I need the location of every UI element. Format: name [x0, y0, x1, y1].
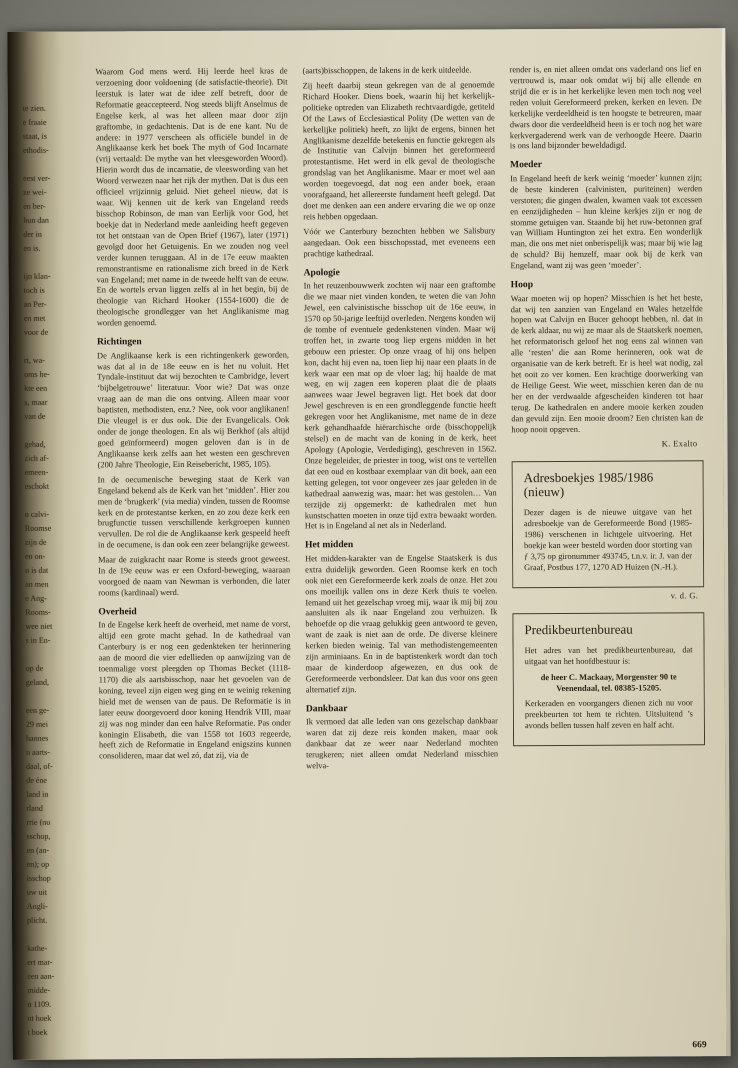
announcement-box [512, 460, 705, 588]
page-edge-text-fragment: Roomse [24, 523, 52, 533]
section-heading: Apologie [303, 266, 340, 279]
section-heading: Richtingen [96, 336, 142, 348]
page-edge-text-fragment: sschop, [26, 831, 51, 841]
paragraph: Ik vermoed dat alle leden van ons gezelschap dankbaar waren dat zij deze reis konden maken, maar ook dankbaar dat ze weer naar Nederland mochten terugkeren; niet alleen omdat Nederland misschien welva- [305, 716, 499, 771]
page-edge-text-fragment: e Ang- [25, 593, 47, 603]
page-edge-text-fragment: n is dat [25, 565, 49, 575]
page-edge-text-fragment: n 1109. [27, 999, 52, 1009]
page-edge-text-fragment: plicht. [26, 915, 48, 925]
page-edge-text-fragment: zijn de [24, 537, 47, 547]
page-edge-text-fragment: emeen- [24, 467, 49, 477]
page-number: 669 [692, 1040, 707, 1051]
page-edge-text-fragment: s, maar [24, 397, 48, 407]
page-edge-text-fragment: en on- [25, 551, 46, 561]
page-edge-text-fragment: hun dan [23, 215, 49, 225]
paragraph: Maar de zuigkracht naar Rome is steeds groot geweest. In de 19e eeuw was er een Oxford-beweging, waaraan voorgoed de naam van Newman is verbonden, die later rooms (kardinaal) werd. [98, 554, 291, 598]
signature: v. d. G. [670, 591, 699, 601]
page-edge-strip [7, 31, 90, 1059]
page-edge-text-fragment: zich af- [24, 453, 49, 463]
page-edge-text-fragment: rland [26, 803, 43, 813]
page-edge-text-fragment [25, 494, 77, 508]
section-heading: Hoop [510, 279, 534, 291]
page-edge-text-fragment: kte een [24, 383, 48, 393]
page-edge-text-fragment: kathe- [27, 943, 48, 953]
page-edge-text-fragment: op de [25, 663, 44, 673]
page-edge-text-fragment: an men [25, 579, 49, 589]
page-edge-text-fragment: Rooms- [25, 607, 51, 617]
paragraph: Waar moeten wij op hopen? Misschien is het het beste, dat wij ten aanzien van Engeland en Wales hetzelfde hopen wat Calvijn en Bucer gehoopt hebben, nl. dat in de kerk aldaar, nu wij ze maar als de Staatskerk noemen, het reformatorisch geloof het nog eens zal winnen van alle ‘resten’ die aan Rome herinneren, ook wat de organisatie van de kerk betreft. Er is heel wat nodig, zal het ooit zo ver komen. Een krachtige doorwerking van de Heilige Geest. Wie weet, misschien keren dan de nu her en der verdwaalde afgescheiden kinderen tot haar terug. De kathedralen en andere mooie kerken zouden dan gevuld zijn. Een mooie droom? Een christen kan de hoop nooit opgeven. [510, 292, 704, 434]
page-edge-text-fragment [24, 340, 76, 354]
paragraph: De Anglikaanse kerk is een richtingenkerk geworden, was dat al in de 18e eeuw en is het nu voluit. Het Tyndale-instituut dat wij bezochten te Cambridge, levert ‘bijbelgetrouwe’ literatuur. Voor wie? Dat was onze vraag aan de man die ons ontving. Alleen maar voor baptisten, methodisten, enz.? Nee, ook voor anglikanen! Die vleugel is er dus ook. Die der Evangelicals. Ook onder de jonge theologen. En als wij Berkhof (als altijd goed geïnformeerd) mogen geloven dan is in de Anglikaanse kerk zelfs aan het westen een geschreven (200 Jahre Theologie, Ein Reisebericht, 1985, 105). [96, 349, 290, 470]
page-edge-text-fragment: oms he- [24, 369, 50, 379]
page-edge-text-fragment: de éne [26, 775, 47, 785]
page-edge-text-fragment: rt, wa- [24, 355, 45, 365]
box-title: Predikbeurtenbureau [524, 621, 633, 638]
paragraph: In het reuzenbouwwerk zochten wij naar een graftombe die we maar niet vinden konden, te weten die van John Jewel, een calvinistische bisschop uit de 16e eeuw, in 1570 op 50-jarige leeftijd overleden. Nergens konden wij de tombe of eventuele gedenkstenen vinden. Maar wij troffen het, in zwarte toog liep ergens midden in het gebouw een priester. Op onze vraag of hij ons helpen kon, dacht hij even na, toen liep hij naar een plaats in de kerk waar een mat op de vloer lag; hij haalde de mat weg, en wij zagen een koperen plaat die de plaats aanwees waar Jewel begraven ligt. Het boek dat door Jewel geschreven is en een grondleggende functie heeft gekregen voor het Anglikanisme, met name de in deze kerk gehandhaafde hiërarchische orde (bisschoppelijk stelsel) en de macht van de koning in de kerk, heet Apology (Apologie, Verdediging), geschreven in 1562. Onze begeleider, de priester in toog, wist ons te vertellen dat een oud en kostbaar exemplaar van dit boek, aan een ketting gelegen, tot voor ongeveer zes jaar geleden in de kathedraal aanwezig was, maar: het was gestolen… Van terzijde zij opgemerkt: de kathedralen met hun kunstschatten moeten in onze tijd extra bewaakt worden. Het is in Engeland al net als in Nederland. [303, 280, 497, 531]
page-edge-text-fragment: ze wei- [23, 187, 47, 197]
paragraph: Vóór we Canterbury bezochten hebben we Salisbury aangedaan. Ook een bisschopsstad, met eveneens een prachtige kathedraal. [303, 226, 496, 259]
paragraph: render is, en niet alleen omdat ons vaderland ons lief en vertrouwd is, maar ook omdat wij bij alle ellende en strijd die er is in het kerkelijke leven men toch nog veel reden voluit Gereformeerd preken, kerken en leven. De kerkelijke verdeeldheid is ten hoogste te betreuren, maar dwars door die verdeeldheid heen is er toch nog het ware kerkvergaderend werk van de verhoogde Heere. Daarin is ons land bijzonder beweldadigd. [509, 64, 702, 151]
page-edge-text-fragment: daal, of- [26, 761, 53, 771]
page-edge-text-fragment: s in En- [25, 635, 51, 645]
page-edge-text-fragment: midde- [27, 985, 51, 995]
page-edge-text-fragment: voor de [23, 327, 49, 337]
page-edge-text-fragment: te zien. [22, 103, 46, 113]
signature: K. Exalto [661, 438, 698, 449]
section-heading: Het midden [304, 539, 354, 551]
page-edge-text-fragment [23, 158, 75, 172]
page-edge-text-fragment: uw uit [26, 887, 48, 897]
page-edge-text-fragment: een ge- [25, 705, 50, 715]
paragraph: In Engeland heeft de kerk weinig ‘moeder’ kunnen zijn; de beste kinderen (calvinisten, puriteinen) werden verstoten; die gingen dwalen, kwamen vaak tot excessen en eenzijdigheden – hun kleine kerkjes zijn er nog de stomme getuigen van. Staande bij het ruw-betonnen graf van William Huntington zei het extra. Een wonderlijk man, die ons met niet onberispelijk was; maar bij wie lag de schuld? Bij hemzelf, maar ook bij de kerk van Engeland, want zij was geen ‘moeder’. [510, 173, 703, 271]
text-column-1 [96, 66, 293, 1033]
magazine-page [7, 28, 726, 1060]
page-edge-text-fragment: der in [23, 229, 42, 239]
section-heading: Moeder [509, 159, 543, 171]
page-edge-text-fragment [24, 424, 76, 438]
page-edge-text-fragment: gehad, [24, 439, 46, 449]
page-edge-text-fragment: en met [23, 313, 46, 323]
page-edge-text-fragment [26, 648, 78, 662]
box-paragraph: de heer C. Mackaay, Morgenster 90 te Veenendaal, tel. 08385-15205. [540, 672, 677, 693]
page-edge-text-fragment: en); op [26, 859, 50, 869]
paragraph: In de Engelse kerk heeft de overheid, met name de vorst, altijd een grote macht gehad. In de kathedraal van Canterbury is er nog een gedenkteken ter herinnering aan de moord die vier edellieden op aanwijzing van de toenmalige vorst pleegden op Thomas Becket (1118-1170) die als aartsbisschop, naar het gevoelen van de koning, teveel zijn eigen weg ging en te weinig rekening hield met de wensen van de paus. De Reformatie is in later eeuw doorgevoerd door koning Hendrik VIII, maar zij was nog minder dan een halve Reformatie. Pas onder koningin Elisabeth, die van 1558 tot 1603 regeerde, heeft zich de Reformatie in Engeland enigszins kunnen consolideren, maar dat wel zó, dat zij, via de [98, 619, 292, 761]
paragraph: (aarts)bisschoppen, de lakens in de kerk uitdeelde. [302, 65, 472, 76]
page-edge-text-fragment: wee niet [25, 621, 53, 631]
page-edge-text-fragment: en (an- [26, 845, 50, 855]
page-edge-text-fragment: n aarts- [26, 747, 50, 757]
page-edge-text-fragment: van de [24, 411, 46, 421]
page-edge-text-fragment: e fraaie [22, 117, 47, 127]
page-edge-text-fragment: en is. [23, 243, 41, 253]
page-edge-text-fragment: rrie (nu [26, 817, 51, 827]
page-edge-text-fragment: ijn klan- [23, 271, 51, 281]
page-edge-text-fragment: toch is [23, 285, 45, 295]
page-edge-text-fragment: en ber- [23, 201, 46, 211]
text-column-2 [302, 65, 499, 1032]
page-edge-text-fragment: nt hoek [27, 1013, 52, 1023]
page-edge-text-fragment [23, 256, 75, 270]
page-edge-text-fragment [26, 690, 78, 704]
page-edge-text-fragment [27, 928, 79, 942]
text-column-3 [509, 64, 706, 1031]
page-edge-text-fragment: ert mar- [27, 957, 53, 967]
page-edge-text-fragment: an Per- [23, 299, 47, 309]
page-edge-text-fragment: land in [26, 789, 49, 799]
page-edge-text-fragment: t boek [27, 1027, 48, 1037]
article-columns [96, 64, 707, 1033]
page-edge-fragments [23, 102, 80, 1040]
box-paragraph: Het adres van het predikbeurtenbureau, dat uitgaat van het hoofdbestuur is: [524, 645, 693, 666]
page-edge-text-fragment: eschokt [24, 481, 50, 491]
page-edge-text-fragment: ethodis- [22, 145, 49, 155]
box-title: Adresboekjes 1985/1986 (nieuw) [523, 469, 654, 500]
page-edge-text-fragment: Angli- [26, 901, 48, 911]
page-edge-text-fragment: een aan- [27, 971, 55, 981]
page-edge-text-fragment: hannes [25, 733, 49, 743]
page-edge-text-fragment: staat, is [22, 131, 47, 141]
page-edge-text-fragment: 29 mei [25, 719, 48, 729]
section-heading: Overheid [98, 606, 137, 618]
paragraph: In de oecumenische beweging staat de Kerk van Engeland bekend als de Kerk van het ‘midden’. Hier zou men de ‘brugkerk’ (via media) vinden, tussen de Roomse kerk en de protestantse kerken, en zo zou deze kerk een brugfunctie tussen verschillende kerkgroepen kunnen vervullen. De rol die de Anglikaanse kerk gespeeld heeft in de oecumene, is dan ook een zeer belangrijke geweest. [97, 474, 290, 550]
page-edge-text-fragment: isschop [26, 873, 51, 883]
paragraph: Waarom God mens werd. Hij leerde heel kras de verzoening door voldoening (de satisfactie-theorie). Dit leerstuk is later wat de idee zelf betreft, door de Reformatie geaccepteerd. Nog steeds blijft Anselmus de Engelse kerk, al was het alleen maar door zijn graftombe, in gedachtenis. Dat is de ene kant. Nu de andere: in 1977 verscheen als officiële bundel in de Anglikaanse kerk het boek The myth of God Incarnate (vrij vertaald: De mythe van het vleesgeworden Woord). Hierin wordt dus de incarnatie, de vleeswording van het Woord verwezen naar het rijk der mythen. Dat is dus een officieel vrijzinnig geluid. Niet geheel nieuw, dat is waar. Wij kennen uit de kerk van Engeland reeds bisschop Robinson, de man van Eerlijk voor God, het boekje dat in Nederland mede aanleiding heeft gegeven tot het ontstaan van de Open Brief (1967), later (1971) gevolgd door het Getuigenis. En we zouden nog veel verder kunnen teruggaan. Al in de 17e eeuw maakten remonstrantisme en rationalisme zich breed in de Kerk van Engeland; met name in de tweede helft van de eeuw. En de wortels ervan liggen zelfs al in het begin, bij de theologie van Richard Hooker (1554-1600) die de theologische grondlegger van het Anglikanisme mag worden genoemd. [95, 66, 289, 328]
section-heading: Dankbaar [305, 702, 348, 715]
box-paragraph: Dezer dagen is de nieuwe uitgave van het adresboekje van de Gereformeerde Bond (1985-1986) verschenen in lichtgele uitvoering. Het boekje kan weer besteld worden door storting van ƒ 3,75 op gironummer 493745, t.n.v. ir. J. van der Graaf, Postbus 177, 1270 AD Huizen (N.-H.). [523, 507, 693, 573]
paragraph: Het midden-karakter van de Engelse Staatskerk is dus extra duidelijk geworden. Geen Roomse kerk en toch ook niet een Gereformeerde kerk zoals de onze. Het zou ons moeilijk vallen ons in deze Kerk thuis te voelen. Iemand uit het gezelschap vroeg mij, waar ik mij bij zou aansluiten als ik naar Engeland zou verhuizen. Ik behoefde op die vraag gelukkig geen antwoord te geven, want de zaak is niet aan de orde. De diverse kleinere kerken bieden weinig. Tal van methodistengemeenten zijn arminiaans. En in de baptistenkerk wordt dan toch maar de kinderdoop afgewezen, en dus ook de Gereformeerde verbondsleer. Dat kan dus voor ons geen alternatief zijn. [305, 553, 498, 695]
announcement-box [512, 612, 705, 746]
page-edge-text-fragment: geland, [25, 677, 50, 687]
box-paragraph: Kerkeraden en voorgangers dienen zich nu voor preekbeurten tot hem te richten. Uitsluitend ’s avonds bellen tussen half zeven en half acht. [524, 698, 693, 731]
page-edge-text-fragment: n calvi- [24, 509, 50, 519]
page-edge-text-fragment: eest ver- [23, 173, 51, 183]
paragraph: Zij heeft daarbij steun gekregen van de al genoemde Richard Hooker. Diens boek, waarin hij het kerkelijk-politieke optreden van Elizabeth rechtvaardigde, getiteld Of the Laws of Ecclesiastical Polity (De wetten van de kerkelijke politiek) heeft, zo lijkt de ergens, binnen het Anglikanisme dezelfde betekenis en functie gekregen als de Institutie van Calvijn binnen het gereformeerd protestantisme. Het werd in elk geval de theologische grondslag van het Anglikanisme. Maar er moet wel aan worden toegevoegd, dat nog een ander boek, eraan voorafgaand, het allereerste fundament heeft gelegd. Dat doet me denken aan een andere ervaring die we op onze reis hebben opgedaan. [302, 80, 496, 222]
